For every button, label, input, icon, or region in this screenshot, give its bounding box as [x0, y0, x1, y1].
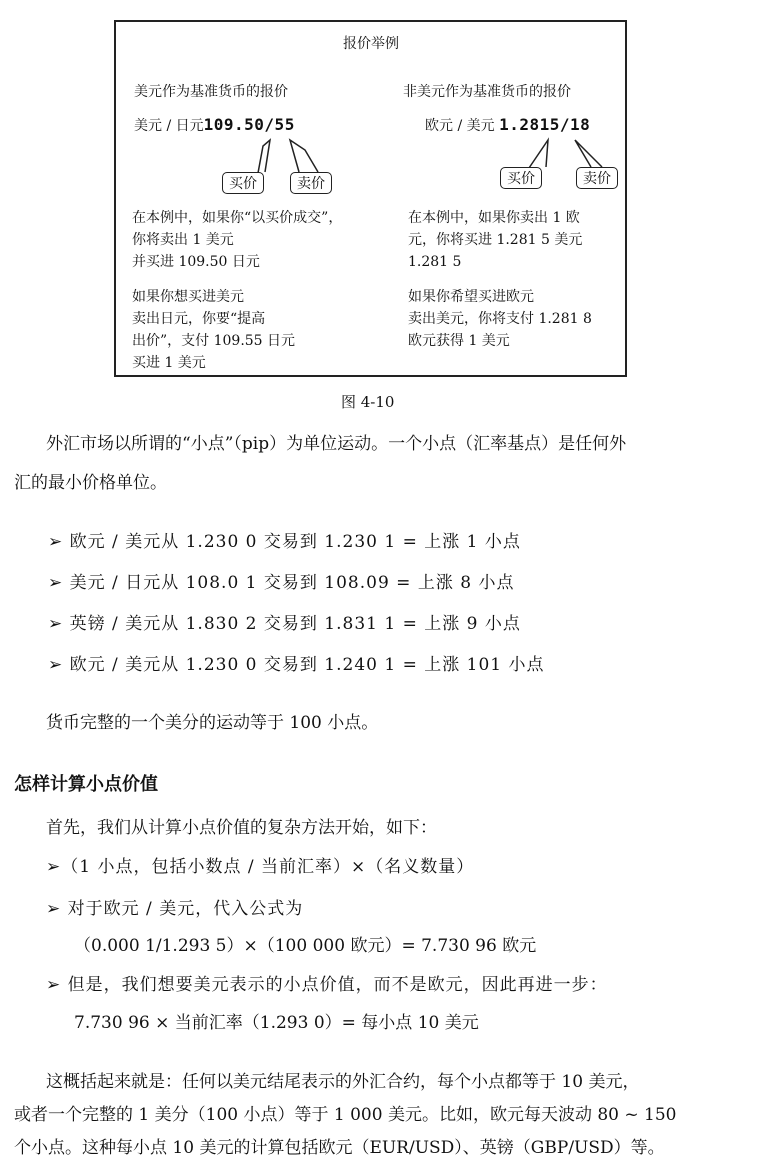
pip-example: ➢ 英镑 / 美元从 1.830 2 交易到 1.831 1 = 上涨 9 小点 [48, 614, 521, 634]
calc-formula: ➢（1 小点，包括小数点 / 当前汇率）×（名义数量） [46, 857, 475, 877]
left-sell-callout: 卖价 [290, 172, 332, 194]
section-heading: 怎样计算小点价值 [14, 774, 158, 795]
intro-line-1: 外汇市场以所谓的“小点”（pip）为单位运动。一个小点（汇率基点）是任何外 [46, 434, 627, 454]
right-pair: 欧元 / 美元 [425, 118, 495, 134]
left-example2: 如果你想买进美元 卖出日元，你要“提高 出价”，支付 109.55 日元 买进 1 美元 [132, 289, 296, 371]
calc-usd: 7.730 96 × 当前汇率（1.293 0）= 每小点 10 美元 [74, 1013, 479, 1033]
pip-example: ➢ 欧元 / 美元从 1.230 0 交易到 1.240 1 = 上涨 101 小点 [48, 655, 545, 675]
callout-pointers [0, 0, 758, 400]
right-example1: 在本例中，如果你卖出 1 欧 元，你将买进 1.281 5 美元 1.281 5 [408, 210, 583, 270]
calc-usd-note: ➢ 但是，我们想要美元表示的小点价值，而不是欧元，因此再进一步： [46, 975, 608, 995]
calc-eurusd: （0.000 1/1.293 5）×（100 000 欧元）= 7.730 96 欧元 [74, 936, 537, 956]
pip-example: ➢ 美元 / 日元从 108.0 1 交易到 108.09 = 上涨 8 小点 [48, 573, 515, 593]
left-pair: 美元 / 日元 [134, 118, 204, 134]
right-heading: 非美元作为基准货币的报价 [403, 84, 571, 100]
left-quote-value: 109.50/55 [203, 115, 295, 134]
right-buy-callout: 买价 [500, 167, 542, 189]
left-buy-callout: 买价 [222, 172, 264, 194]
right-example2: 如果你希望买进欧元 卖出美元，你将支付 1.281 8 欧元获得 1 美元 [408, 289, 592, 349]
pip-example: ➢ 欧元 / 美元从 1.230 0 交易到 1.230 1 = 上涨 1 小点 [48, 532, 521, 552]
calc-intro: 首先，我们从计算小点价值的复杂方法开始，如下： [46, 818, 437, 838]
right-quote-value: 1.2815/18 [499, 115, 591, 134]
summary-line-2: 或者一个完整的 1 美分（100 小点）等于 1 000 美元。比如，欧元每天波动 80 ~ 150 [14, 1105, 677, 1125]
left-example1: 在本例中，如果你“以买价成交”， 你将卖出 1 美元 并买进 109.50 日元 [132, 210, 343, 270]
left-heading: 美元作为基准货币的报价 [134, 84, 288, 100]
figure-title: 报价举例 [343, 36, 399, 52]
right-sell-callout: 卖价 [576, 167, 618, 189]
calc-eurusd-intro: ➢ 对于欧元 / 美元，代入公式为 [46, 899, 304, 919]
cent-note: 货币完整的一个美分的运动等于 100 小点。 [46, 713, 379, 733]
figure-caption: 图 4-10 [341, 393, 395, 411]
summary-line-3: 个小点。这种每小点 10 美元的计算包括欧元（EUR/USD）、英镑（GBP/USD）等。 [14, 1138, 665, 1158]
intro-line-2: 汇的最小价格单位。 [14, 473, 167, 493]
summary-line-1: 这概括起来就是：任何以美元结尾表示的外汇合约，每个小点都等于 10 美元， [46, 1072, 640, 1092]
